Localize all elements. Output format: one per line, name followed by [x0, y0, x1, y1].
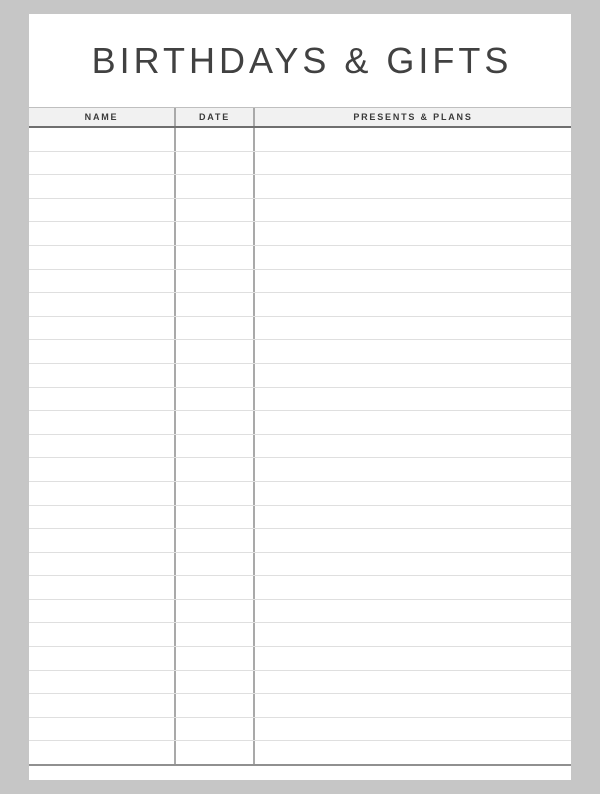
- table-row: [29, 600, 571, 624]
- table-row: [29, 529, 571, 553]
- presents-cell: [255, 435, 571, 458]
- header-cell-date: DATE: [176, 108, 255, 126]
- name-cell: [29, 506, 176, 529]
- table-row: [29, 435, 571, 459]
- name-cell: [29, 694, 176, 717]
- date-cell: [176, 647, 255, 670]
- table-row: [29, 128, 571, 152]
- table-row: [29, 741, 571, 764]
- table-row: [29, 671, 571, 695]
- table-row: [29, 506, 571, 530]
- table-row: [29, 340, 571, 364]
- date-cell: [176, 529, 255, 552]
- presents-cell: [255, 458, 571, 481]
- name-cell: [29, 671, 176, 694]
- presents-cell: [255, 222, 571, 245]
- name-cell: [29, 175, 176, 198]
- presents-cell: [255, 576, 571, 599]
- date-cell: [176, 506, 255, 529]
- date-cell: [176, 458, 255, 481]
- date-cell: [176, 576, 255, 599]
- presents-cell: [255, 718, 571, 741]
- name-cell: [29, 482, 176, 505]
- table-body: [29, 128, 571, 766]
- table-row: [29, 482, 571, 506]
- name-cell: [29, 553, 176, 576]
- date-cell: [176, 199, 255, 222]
- date-cell: [176, 741, 255, 764]
- name-cell: [29, 388, 176, 411]
- name-cell: [29, 128, 176, 151]
- name-cell: [29, 293, 176, 316]
- title-area: [29, 14, 571, 107]
- date-cell: [176, 435, 255, 458]
- name-cell: [29, 340, 176, 363]
- date-cell: [176, 623, 255, 646]
- presents-cell: [255, 671, 571, 694]
- presents-cell: [255, 741, 571, 764]
- presents-cell: [255, 270, 571, 293]
- name-cell: [29, 458, 176, 481]
- date-cell: [176, 694, 255, 717]
- table-row: [29, 222, 571, 246]
- presents-cell: [255, 340, 571, 363]
- presents-cell: [255, 647, 571, 670]
- date-cell: [176, 600, 255, 623]
- table-row: [29, 293, 571, 317]
- presents-cell: [255, 506, 571, 529]
- birthdays-table: [29, 107, 571, 766]
- name-cell: [29, 529, 176, 552]
- date-cell: [176, 222, 255, 245]
- page-title: BIRTHDAYS & GIFTS: [91, 39, 513, 81]
- date-cell: [176, 340, 255, 363]
- date-cell: [176, 411, 255, 434]
- name-cell: [29, 435, 176, 458]
- date-cell: [176, 364, 255, 387]
- table-row: [29, 553, 571, 577]
- presents-cell: [255, 364, 571, 387]
- name-cell: [29, 647, 176, 670]
- name-cell: [29, 199, 176, 222]
- presents-cell: [255, 128, 571, 151]
- presents-cell: [255, 411, 571, 434]
- date-cell: [176, 175, 255, 198]
- header-cell-name: NAME: [29, 108, 176, 126]
- name-cell: [29, 364, 176, 387]
- table-row: [29, 411, 571, 435]
- presents-cell: [255, 199, 571, 222]
- name-cell: [29, 600, 176, 623]
- date-cell: [176, 388, 255, 411]
- presents-cell: [255, 600, 571, 623]
- paper: [29, 14, 571, 780]
- date-cell: [176, 270, 255, 293]
- date-cell: [176, 671, 255, 694]
- table-row: [29, 317, 571, 341]
- table-row: [29, 576, 571, 600]
- table-row: [29, 246, 571, 270]
- presents-cell: [255, 293, 571, 316]
- presents-cell: [255, 175, 571, 198]
- presents-cell: [255, 694, 571, 717]
- date-cell: [176, 246, 255, 269]
- date-cell: [176, 128, 255, 151]
- table-row: [29, 152, 571, 176]
- table-row: [29, 694, 571, 718]
- date-cell: [176, 718, 255, 741]
- presents-cell: [255, 529, 571, 552]
- header-cell-presents-and-plans: PRESENTS & PLANS: [353, 112, 473, 122]
- presents-cell: [255, 388, 571, 411]
- date-cell: [176, 553, 255, 576]
- table-row: [29, 364, 571, 388]
- name-cell: [29, 152, 176, 175]
- presents-cell: [255, 317, 571, 340]
- presents-cell: [255, 482, 571, 505]
- table-row: [29, 623, 571, 647]
- name-cell: [29, 718, 176, 741]
- presents-cell: [255, 246, 571, 269]
- table-row: [29, 199, 571, 223]
- table-row: [29, 458, 571, 482]
- table-row: [29, 175, 571, 199]
- name-cell: [29, 317, 176, 340]
- name-cell: [29, 246, 176, 269]
- table-row: [29, 388, 571, 412]
- name-cell: [29, 270, 176, 293]
- table-header-row: [29, 107, 571, 128]
- table-row: [29, 718, 571, 742]
- date-cell: [176, 317, 255, 340]
- date-cell: [176, 152, 255, 175]
- date-cell: [176, 482, 255, 505]
- table-row: [29, 270, 571, 294]
- presents-cell: [255, 152, 571, 175]
- name-cell: [29, 411, 176, 434]
- name-cell: [29, 222, 176, 245]
- name-cell: [29, 623, 176, 646]
- presents-cell: [255, 623, 571, 646]
- table-row: [29, 647, 571, 671]
- name-cell: [29, 741, 176, 764]
- name-cell: [29, 576, 176, 599]
- date-cell: [176, 293, 255, 316]
- presents-cell: [255, 553, 571, 576]
